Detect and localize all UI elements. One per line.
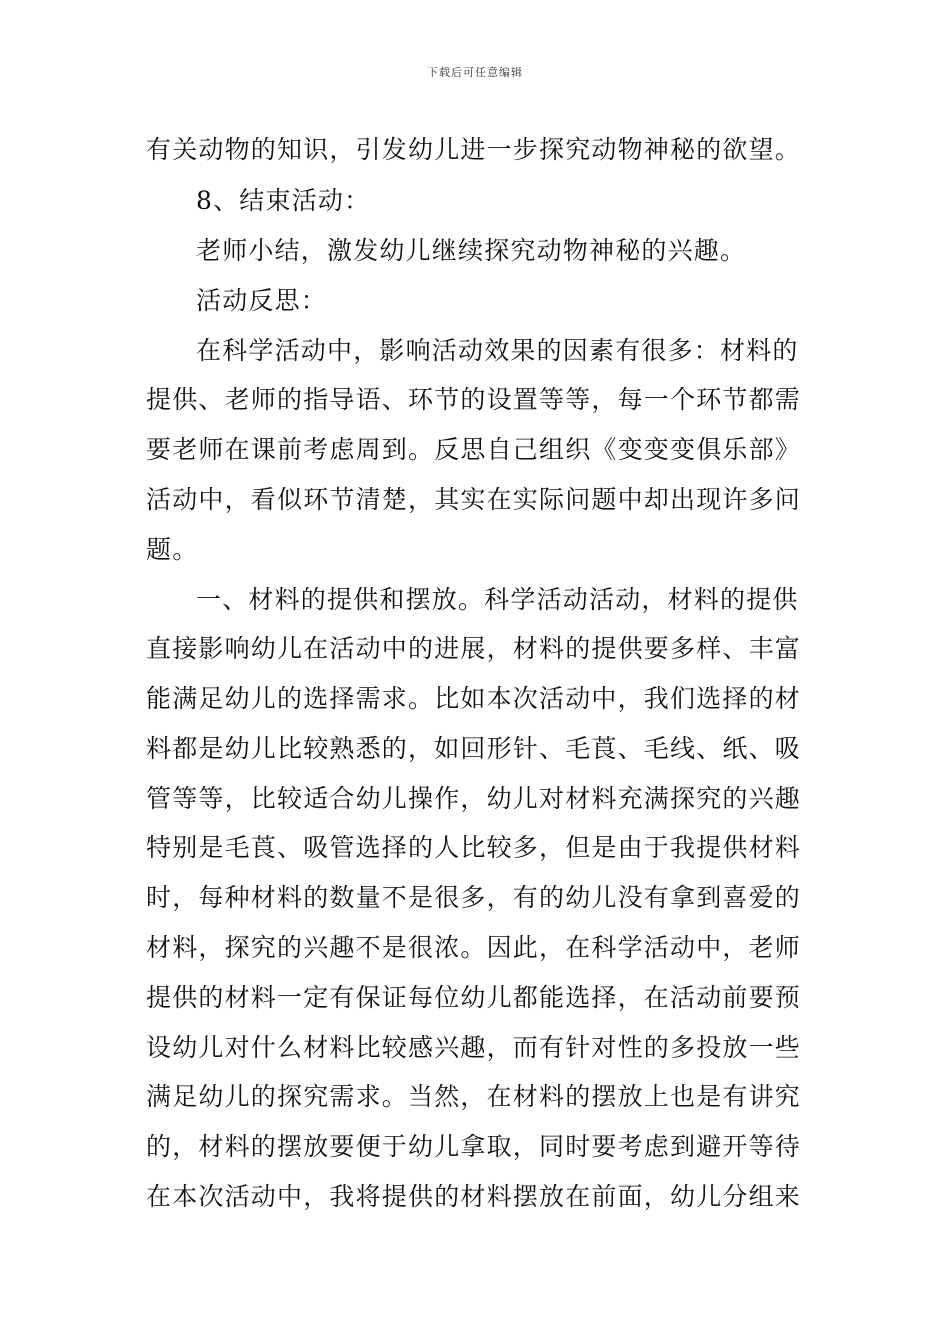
text-line: 一、材料的提供和摆放。科学活动活动，材料的提供 <box>196 585 799 614</box>
text-line: 要老师在课前考虑周到。反思自己组织《变变变俱乐部》 <box>146 435 802 464</box>
text-line: 活动反思： <box>196 286 328 315</box>
text-line: 8、结束活动： <box>196 186 371 215</box>
text-line: 材料，探究的兴趣不是很浓。因此，在科学活动中，老师 <box>146 933 802 962</box>
text-line: 提供的材料一定有保证每位幼儿都能选择，在活动前要预 <box>146 983 802 1012</box>
text-line: 直接影响幼儿在活动中的进展，材料的提供要多样、丰富 <box>146 634 802 663</box>
text-line: 满足幼儿的探究需求。当然，在材料的摆放上也是有讲究 <box>146 1082 802 1111</box>
text-line: 题。 <box>146 535 199 564</box>
page-header: 下载后可任意编辑 <box>427 66 523 79</box>
text-line: 活动中，看似环节清楚，其实在实际问题中却出现许多问 <box>146 485 802 514</box>
text-line: 管等等，比较适合幼儿操作，幼儿对材料充满探究的兴趣 <box>146 784 802 813</box>
text-line: 的，材料的摆放要便于幼儿拿取，同时要考虑到避开等待 <box>146 1132 802 1161</box>
text-line: 提供、老师的指导语、环节的设置等等，每一个环节都需 <box>146 385 802 414</box>
text-line: 在本次活动中，我将提供的材料摆放在前面，幼儿分组来 <box>146 1182 802 1211</box>
text-line: 设幼儿对什么材料比较感兴趣，而有针对性的多投放一些 <box>146 1033 802 1062</box>
text-line: 能满足幼儿的选择需求。比如本次活动中，我们选择的材 <box>146 684 802 713</box>
text-line: 在科学活动中，影响活动效果的因素有很多：材料的 <box>196 336 799 365</box>
text-line: 特别是毛莨、吸管选择的人比较多，但是由于我提供材料 <box>146 833 802 862</box>
text-line: 料都是幼儿比较熟悉的，如回形针、毛莨、毛线、纸、吸 <box>146 734 802 763</box>
text-line: 有关动物的知识，引发幼儿进一步探究动物神秘的欲望。 <box>146 135 802 164</box>
text-line: 老师小结，激发幼儿继续探究动物神秘的兴趣。 <box>196 236 747 265</box>
text-line: 时，每种材料的数量不是很多，有的幼儿没有拿到喜爱的 <box>146 883 802 912</box>
